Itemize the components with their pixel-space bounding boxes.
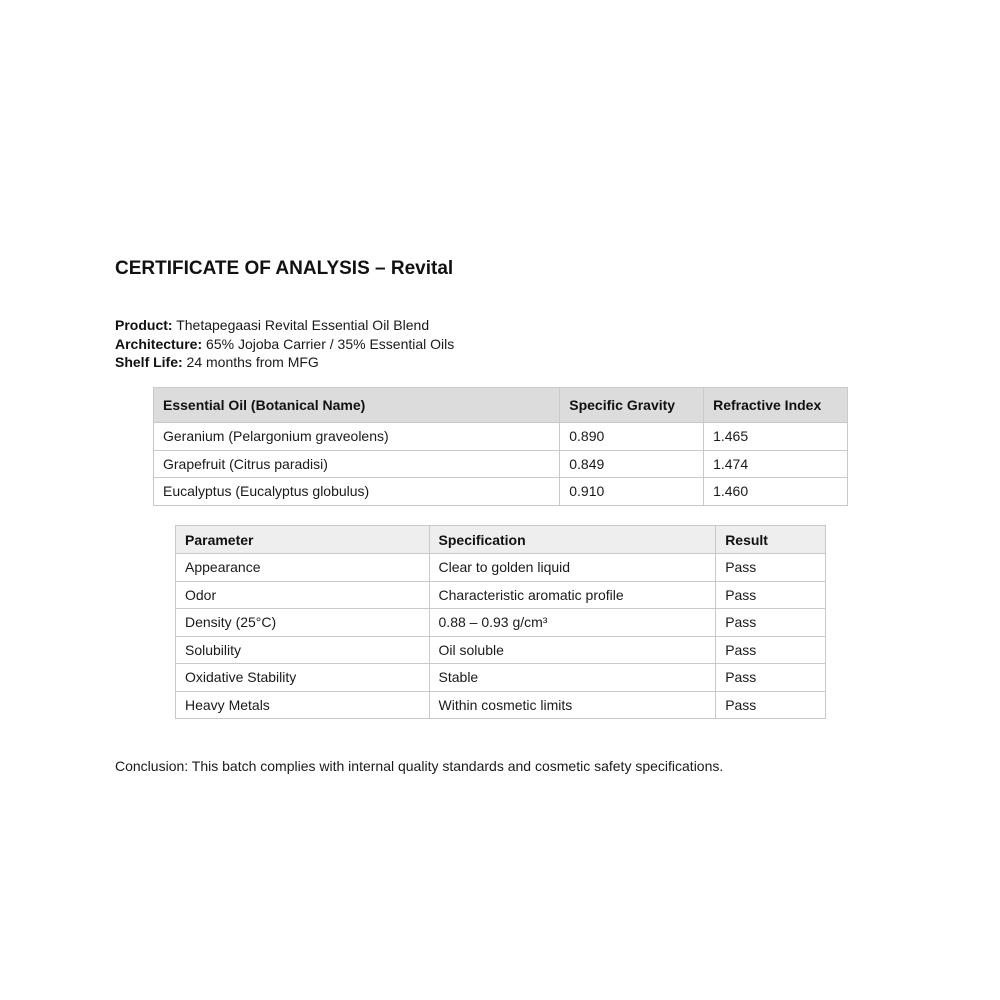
oil-name-cell: Geranium (Pelargonium graveolens): [154, 423, 560, 451]
result-cell: Pass: [716, 581, 826, 609]
column-header-parameter: Parameter: [176, 526, 430, 554]
parameter-cell: Appearance: [176, 554, 430, 582]
specification-cell: Within cosmetic limits: [429, 691, 716, 719]
product-label: Product:: [115, 317, 173, 333]
table-row: [154, 450, 848, 478]
result-cell: Pass: [716, 554, 826, 582]
product-info: [115, 316, 454, 372]
refractive-index-cell: 1.465: [704, 423, 848, 451]
architecture-value: 65% Jojoba Carrier / 35% Essential Oils: [202, 335, 455, 352]
specification-cell: Characteristic aromatic profile: [429, 581, 716, 609]
specific-gravity-cell: 0.849: [560, 450, 704, 478]
parameter-cell: Oxidative Stability: [176, 664, 430, 692]
result-cell: Pass: [716, 664, 826, 692]
specification-cell: Clear to golden liquid: [429, 554, 716, 582]
table-row: [176, 609, 826, 637]
document-title: CERTIFICATE OF ANALYSIS – Revital: [115, 258, 454, 279]
conclusion-text: Conclusion: This batch complies with internal quality standards and cosmetic safety specifications.: [115, 758, 724, 774]
table-row: [176, 581, 826, 609]
oil-name-cell: Grapefruit (Citrus paradisi): [154, 450, 560, 478]
shelf-life-line: [115, 353, 454, 372]
table-header-row: [154, 388, 848, 423]
column-header-result: Result: [716, 526, 826, 554]
parameter-cell: Density (25°C): [176, 609, 430, 637]
parameters-table: [175, 525, 826, 719]
specific-gravity-cell: 0.910: [560, 478, 704, 506]
table-row: [176, 664, 826, 692]
refractive-index-cell: 1.460: [704, 478, 848, 506]
table-row: [176, 554, 826, 582]
result-cell: Pass: [716, 636, 826, 664]
result-cell: Pass: [716, 691, 826, 719]
column-header-refractive-index: Refractive Index: [704, 388, 848, 423]
table-row: [154, 423, 848, 451]
parameter-cell: Odor: [176, 581, 430, 609]
oil-name-cell: Eucalyptus (Eucalyptus globulus): [154, 478, 560, 506]
product-line: [115, 316, 454, 335]
column-header-specific-gravity: Specific Gravity: [560, 388, 704, 423]
column-header-essential-oil: Essential Oil (Botanical Name): [154, 388, 560, 423]
essential-oils-table: [153, 387, 848, 506]
specific-gravity-cell: 0.890: [560, 423, 704, 451]
table-row: [176, 691, 826, 719]
architecture-line: [115, 335, 454, 354]
table-header-row: [176, 526, 826, 554]
architecture-label: Architecture:: [115, 335, 203, 352]
specification-cell: Oil soluble: [429, 636, 716, 664]
shelf-life-label: Shelf Life:: [115, 354, 183, 370]
specification-cell: Stable: [429, 664, 716, 692]
shelf-life-value: 24 months from MFG: [182, 354, 319, 370]
specification-cell: 0.88 – 0.93 g/cm³: [429, 609, 716, 637]
result-cell: Pass: [716, 609, 826, 637]
column-header-specification: Specification: [429, 526, 716, 554]
parameter-cell: Heavy Metals: [176, 691, 430, 719]
product-value: Thetapegaasi Revital Essential Oil Blend: [172, 317, 430, 333]
table-row: [176, 636, 826, 664]
table-row: [154, 478, 848, 506]
parameter-cell: Solubility: [176, 636, 430, 664]
refractive-index-cell: 1.474: [704, 450, 848, 478]
